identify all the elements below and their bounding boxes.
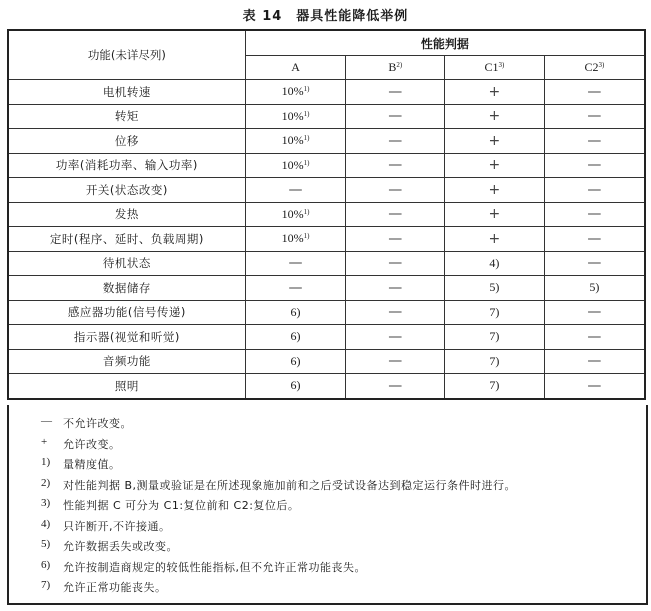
criterion-c1-cell-value: + — [488, 206, 501, 223]
criterion-c1-cell — [445, 374, 545, 399]
function-cell — [8, 202, 245, 227]
table-number: 表 14 — [242, 9, 283, 24]
criterion-c1-cell — [445, 129, 545, 154]
criterion-b-cell — [346, 374, 445, 399]
criterion-a-cell-footnote: 1) — [303, 134, 310, 143]
note-text: 允许按制造商规定的较低性能指标,但不允许正常功能丧失。 — [63, 560, 366, 574]
table-row — [8, 325, 645, 350]
criterion-c1-cell — [445, 227, 545, 252]
criterion-a-cell — [245, 80, 346, 105]
table-row — [8, 276, 645, 301]
note-key: 3) — [41, 497, 51, 509]
criterion-b-cell-value: — — [388, 328, 403, 345]
criterion-c1-cell — [445, 349, 545, 374]
criterion-c1-cell-value: + — [488, 157, 501, 174]
criterion-b-cell — [346, 349, 445, 374]
criterion-c1-cell — [445, 202, 545, 227]
criterion-a-cell-value: 6) — [290, 353, 301, 368]
criterion-c2-cell — [544, 349, 645, 374]
criterion-b-cell — [346, 251, 445, 276]
criterion-c2-cell — [544, 276, 645, 301]
note-text: 性能判据 C 可分为 C1:复位前和 C2:复位后。 — [63, 499, 300, 512]
criterion-c2-cell-value: — — [587, 206, 602, 223]
criterion-a-cell-footnote: 1) — [303, 109, 310, 118]
criterion-a-cell — [245, 178, 346, 203]
criterion-c1-cell-value: 7) — [489, 304, 500, 319]
criterion-a-cell — [245, 300, 346, 325]
criterion-c2-cell-value: — — [587, 181, 602, 198]
criterion-b-cell — [346, 129, 445, 154]
criterion-a-cell-footnote: 1) — [303, 207, 310, 216]
table-notes — [7, 405, 648, 605]
criterion-c1-cell — [445, 276, 545, 301]
criterion-b-cell-value: — — [388, 230, 403, 247]
note-key: + — [41, 435, 48, 448]
criterion-c2-cell-value: — — [587, 255, 602, 272]
col-b-sup: 2) — [396, 61, 403, 69]
criterion-a-cell-value: 10% — [281, 157, 304, 172]
criterion-c1-cell — [445, 178, 545, 203]
note-item — [41, 559, 366, 575]
criterion-b-cell-value: — — [388, 206, 403, 223]
criterion-a-cell — [245, 325, 346, 350]
function-cell — [8, 178, 245, 203]
criterion-b-cell — [346, 153, 445, 178]
table-row — [8, 129, 645, 154]
criterion-a-cell-value: 10% — [281, 206, 304, 221]
function-cell — [8, 374, 245, 399]
column-header-b — [346, 56, 445, 80]
criterion-b-cell — [346, 178, 445, 203]
function-cell-value: 位移 — [114, 133, 139, 148]
criterion-c1-cell — [445, 153, 545, 178]
criterion-a-cell-value: 10% — [281, 133, 304, 148]
col-c2-label: C2 — [584, 60, 599, 74]
criterion-c1-cell — [445, 325, 545, 350]
criterion-b-cell — [346, 300, 445, 325]
criterion-a-cell — [245, 251, 346, 276]
criterion-c1-cell-value: + — [488, 108, 501, 125]
criterion-a-cell-value: 6) — [290, 378, 301, 393]
function-cell-value: 定时(程序、延时、负载周期) — [49, 231, 204, 246]
criterion-c1-cell — [445, 300, 545, 325]
criterion-a-cell — [245, 202, 346, 227]
function-column-header — [8, 30, 245, 80]
function-cell-value: 转矩 — [114, 109, 139, 124]
criterion-c1-cell-value: + — [488, 132, 501, 149]
function-cell-value: 电机转速 — [102, 84, 151, 99]
function-cell — [8, 349, 245, 374]
col-b-label: B — [388, 60, 397, 74]
criterion-c2-cell — [544, 153, 645, 178]
criterion-a-cell-value: — — [288, 279, 303, 296]
criterion-a-cell-footnote: 1) — [303, 85, 310, 94]
criterion-b-cell-value: — — [388, 377, 403, 394]
function-cell — [8, 300, 245, 325]
criterion-c1-cell — [445, 104, 545, 129]
criterion-b-cell — [346, 80, 445, 105]
note-key: 2) — [41, 476, 51, 489]
criterion-c2-cell-value: — — [587, 132, 602, 149]
criterion-b-cell — [346, 276, 445, 301]
table-row — [8, 300, 645, 325]
criterion-c1-cell-value: 7) — [489, 329, 500, 344]
criterion-c2-cell — [544, 227, 645, 252]
function-cell — [8, 80, 245, 105]
note-item — [41, 518, 171, 534]
table-caption: 器具性能降低举例 — [296, 9, 409, 24]
criterion-a-cell — [245, 227, 346, 252]
function-cell — [8, 104, 245, 129]
column-header-a — [245, 56, 346, 80]
criterion-c2-cell — [544, 202, 645, 227]
note-item — [41, 436, 121, 452]
function-header-label: 功能(未详尽列) — [87, 48, 166, 62]
criterion-c2-cell-value: — — [587, 83, 602, 100]
criterion-b-cell-value: — — [388, 304, 403, 321]
table-row — [8, 80, 645, 105]
function-cell-value: 功率(消耗功率、输入功率) — [55, 158, 198, 173]
criterion-c2-cell-value: — — [587, 377, 602, 394]
note-text: 允许数据丢失或改变。 — [63, 540, 178, 553]
note-key: 1) — [41, 456, 51, 468]
note-item — [41, 477, 516, 493]
note-item — [41, 579, 167, 595]
criterion-c1-cell-value: + — [488, 83, 501, 100]
column-header-c2 — [544, 56, 645, 80]
criterion-a-cell — [245, 276, 346, 301]
criterion-a-cell-value: — — [288, 255, 303, 272]
criterion-b-cell-value: — — [388, 83, 403, 100]
note-text: 不允许改变。 — [63, 417, 132, 430]
note-text: 只许断开,不许接通。 — [63, 519, 171, 533]
note-key: 4) — [41, 517, 51, 530]
function-cell-value: 照明 — [114, 378, 139, 393]
criterion-c1-cell-value: 7) — [489, 353, 500, 368]
criterion-c2-cell-value: — — [587, 328, 602, 345]
table-row — [8, 202, 645, 227]
function-cell-value: 数据储存 — [102, 280, 151, 295]
criterion-c2-cell — [544, 300, 645, 325]
criterion-b-cell-value: — — [388, 157, 403, 174]
criterion-a-cell-value: 6) — [290, 304, 301, 319]
criterion-a-cell — [245, 374, 346, 399]
table-row — [8, 349, 645, 374]
col-c1-label: C1 — [484, 60, 499, 74]
note-key: 7) — [41, 579, 51, 591]
criteria-group-label: 性能判据 — [420, 36, 469, 51]
criterion-c2-cell — [544, 129, 645, 154]
criterion-a-cell-footnote: 1) — [303, 232, 310, 241]
function-cell-value: 指示器(视觉和听觉) — [73, 329, 180, 344]
criterion-c2-cell-value: — — [587, 304, 602, 321]
criterion-c2-cell — [544, 325, 645, 350]
criterion-c1-cell-value: 7) — [489, 378, 500, 393]
criterion-c1-cell-value: 4) — [489, 255, 500, 270]
function-cell — [8, 276, 245, 301]
column-header-c1 — [445, 56, 545, 80]
note-item — [41, 538, 178, 554]
criterion-c1-cell-value: + — [488, 230, 501, 247]
criterion-a-cell — [245, 104, 346, 129]
function-cell — [8, 153, 245, 178]
table-row — [8, 178, 645, 203]
criterion-b-cell — [346, 202, 445, 227]
criterion-c2-cell-value: — — [587, 108, 602, 125]
function-cell-value: 待机状态 — [102, 256, 151, 271]
criterion-c1-cell — [445, 80, 545, 105]
criterion-b-cell-value: — — [388, 353, 403, 370]
criterion-a-cell-footnote: 1) — [303, 158, 310, 167]
function-cell — [8, 227, 245, 252]
criterion-a-cell-value: 10% — [281, 84, 304, 99]
criterion-a-cell — [245, 349, 346, 374]
note-key: 6) — [41, 558, 51, 571]
criterion-b-cell-value: — — [388, 108, 403, 125]
criterion-b-cell-value: — — [388, 279, 403, 296]
criterion-a-cell-value: 6) — [290, 329, 301, 344]
criterion-a-cell-value: — — [288, 181, 303, 198]
note-item — [41, 415, 132, 431]
criterion-b-cell-value: — — [388, 181, 403, 198]
criterion-a-cell — [245, 129, 346, 154]
criterion-c1-cell-value: + — [488, 181, 501, 198]
col-c2-sup: 3) — [598, 61, 605, 69]
criterion-a-cell — [245, 153, 346, 178]
note-item — [41, 497, 299, 513]
table-row — [8, 227, 645, 252]
criterion-b-cell — [346, 325, 445, 350]
note-text: 允许正常功能丧失。 — [63, 581, 167, 594]
criterion-c2-cell-value: — — [587, 353, 602, 370]
table-row — [8, 251, 645, 276]
function-cell-value: 发热 — [114, 207, 139, 222]
criterion-c2-cell — [544, 178, 645, 203]
criterion-b-cell-value: — — [388, 132, 403, 149]
col-c1-sup: 3) — [498, 61, 505, 69]
note-key: — — [41, 415, 52, 427]
note-text: 对性能判据 B,测量或验证是在所述现象施加前和之后受试设备达到稳定运行条件时进行。 — [63, 478, 517, 492]
note-text: 量精度值。 — [63, 458, 121, 471]
criterion-c1-cell-value: 5) — [489, 280, 500, 295]
table-row — [8, 153, 645, 178]
criterion-c2-cell-value: — — [587, 157, 602, 174]
criterion-a-cell-value: 10% — [281, 108, 304, 123]
criterion-a-cell-value: 10% — [281, 231, 304, 246]
criterion-c2-cell-value: 5) — [589, 280, 600, 295]
col-a-label: A — [291, 60, 300, 74]
note-key: 5) — [41, 538, 51, 550]
note-item — [41, 456, 121, 472]
note-text: 允许改变。 — [63, 437, 121, 451]
function-cell — [8, 251, 245, 276]
function-cell — [8, 129, 245, 154]
function-cell-value: 感应器功能(信号传递) — [67, 305, 186, 320]
criterion-c2-cell — [544, 104, 645, 129]
function-cell — [8, 325, 245, 350]
function-cell-value: 开关(状态改变) — [85, 182, 168, 197]
table-row — [8, 374, 645, 399]
table-title — [0, 5, 651, 24]
criterion-c2-cell — [544, 80, 645, 105]
criteria-group-header — [245, 30, 645, 56]
function-cell-value: 音频功能 — [102, 354, 151, 369]
criterion-c1-cell — [445, 251, 545, 276]
criterion-b-cell — [346, 227, 445, 252]
criterion-b-cell — [346, 104, 445, 129]
criterion-c2-cell — [544, 251, 645, 276]
table-row — [8, 104, 645, 129]
performance-table — [7, 29, 646, 400]
criterion-b-cell-value: — — [388, 255, 403, 272]
criterion-c2-cell — [544, 374, 645, 399]
criterion-c2-cell-value: — — [587, 230, 602, 247]
